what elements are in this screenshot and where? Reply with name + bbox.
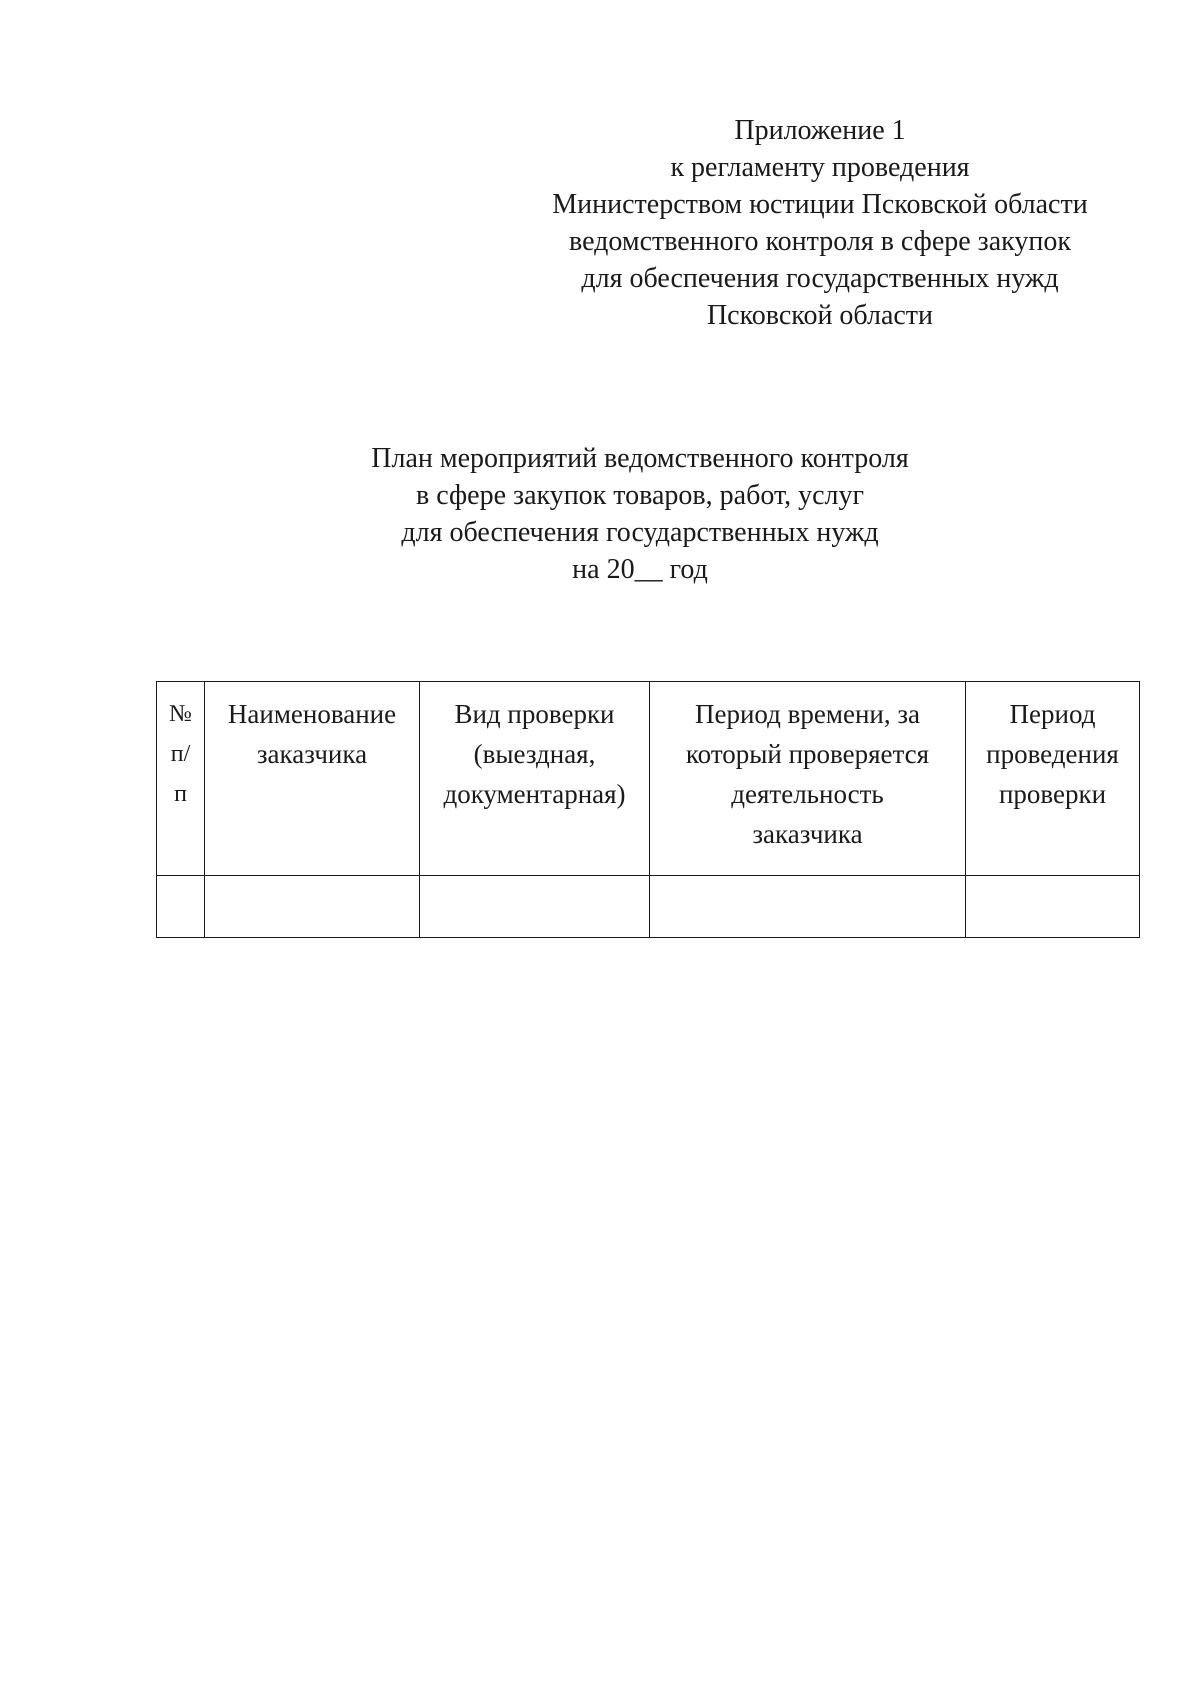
plan-title-line: в сфере закупок товаров, работ, услуг	[416, 480, 864, 511]
table-row	[157, 876, 1140, 938]
header-text: (выездная,	[473, 739, 596, 769]
appendix-line: Приложение 1	[734, 115, 906, 146]
header-text: п/	[170, 741, 191, 767]
header-text: проведения	[986, 739, 1119, 769]
appendix-line: к регламенту проведения	[670, 152, 970, 183]
header-text: заказчика	[256, 739, 368, 769]
appendix-line: Псковской области	[706, 300, 934, 331]
plan-title-line: на 20__ год	[572, 554, 708, 585]
plan-title-line: План мероприятий ведомственного контроля	[371, 443, 909, 474]
header-text: п	[174, 781, 187, 807]
plan-title	[280, 440, 1000, 588]
header-cell-customer-name	[205, 682, 420, 876]
table-cell	[157, 876, 205, 938]
header-cell-inspection-type	[420, 682, 650, 876]
header-text: проверки	[998, 779, 1107, 809]
appendix-line: для обеспечения государственных нужд	[581, 263, 1059, 294]
header-text: деятельность	[731, 779, 884, 809]
plan-title-line: для обеспечения государственных нужд	[401, 517, 879, 548]
header-text: который проверяется	[685, 739, 930, 769]
table-header-row	[157, 682, 1140, 876]
header-cell-audited-period	[650, 682, 966, 876]
header-text: Вид проверки	[454, 699, 615, 729]
appendix-heading	[520, 112, 1120, 334]
header-cell-inspection-period	[966, 682, 1140, 876]
appendix-line: Министерством юстиции Псковской области	[552, 189, 1088, 220]
header-text: Период	[1009, 699, 1096, 729]
table-cell	[205, 876, 420, 938]
header-text: Наименование	[227, 699, 397, 729]
table-cell	[650, 876, 966, 938]
plan-table	[156, 681, 1140, 938]
table-cell	[966, 876, 1140, 938]
appendix-line: ведомственного контроля в сфере закупок	[569, 226, 1071, 257]
header-text: заказчика	[752, 819, 863, 849]
header-text: №	[169, 701, 192, 727]
header-text: документарная)	[443, 779, 626, 809]
header-cell-number	[157, 682, 205, 876]
table-cell	[420, 876, 650, 938]
header-text: Период времени, за	[695, 699, 920, 729]
